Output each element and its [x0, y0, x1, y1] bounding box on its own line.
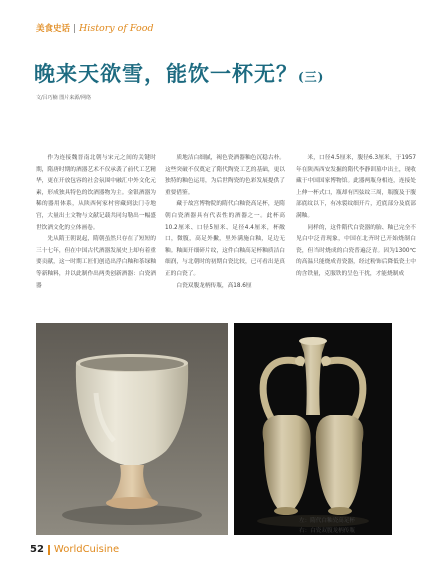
paragraph: 先从隋王朝说起，隋朝虽然只存在了短短的三十七年，但在中国古代酒器发展史上却有着重要贡献，这一时期工匠们创造出浮白釉和茶绿釉等新釉料，并以此制作出两类创新酒器：白瓷酒器 [36, 236, 156, 289]
article-title [34, 58, 324, 88]
footer-divider [48, 545, 50, 555]
caption-right: 右：白瓷双腹龙柄传瓶 [299, 528, 355, 534]
body-column-1 [36, 153, 156, 318]
paragraph: 白瓷双腹龙柄传瓶，高18.6厘 [176, 282, 252, 289]
section-title-en: History of Food [79, 22, 154, 34]
article-title-part: (三) [298, 70, 325, 84]
body-column-2 [165, 153, 285, 318]
body-column-3 [296, 153, 416, 318]
paragraph: 藏于故宫博物院的隋代白釉瓷高足杯，是隋朝白瓷酒器具有代表性的酒器之一。此杯高10.2厘米、口径5厘米、足径4.4厘米，杯敞口，微腹，高足外撇，里外满施白釉，足边无釉。釉面开细碎片纹，这件白釉高足杯釉质洁白细润，与北朝时的初期白瓷比较，已可看出是真正的白瓷了。 [165, 201, 285, 277]
photo-high-foot-cup [36, 323, 228, 535]
photo-double-body-dragon-vase [234, 323, 392, 535]
page-number: 52 [30, 544, 44, 555]
magazine-name: WorldCuisine [53, 544, 120, 555]
section-divider [74, 24, 75, 33]
body-columns [0, 153, 427, 318]
double-dragon-vase-illustration [234, 323, 392, 535]
byline: 文/吕巧楠 图片来源/网络 [36, 95, 91, 101]
high-foot-cup-illustration [36, 323, 228, 535]
caption-left: 左：隋代白釉瓷高足杯 [299, 518, 355, 524]
paragraph: 同样的，这件隋代白瓷器的胎、釉已完全不见白中泛青现象，中国在北齐时已开始烧制白瓷，但当时烧成的白瓷普遍泛青。因为1300℃的高温只能烧成青瓷器，经过粉饰后降低瓷土中的含铁量，克服铁的呈色干扰，才能烧制成 [296, 224, 416, 277]
paragraph: 质地洁白细腻，褐色瓷酒器釉色沉稳古朴。这些突破不仅奠定了隋代陶瓷工艺的基础，更以独特的釉色运用，为后世陶瓷的色彩发展提供了重要借鉴。 [165, 155, 285, 196]
article-title-main: 晚来天欲雪，能饮一杯无？ [34, 61, 298, 86]
section-header [36, 22, 154, 34]
section-title-cn: 美食史话 [36, 24, 71, 34]
photo-caption [299, 516, 355, 536]
paragraph: 米，口径4.5厘米，腹径6.3厘米，于1957年在陕西西安发掘的隋代李静训墓中出土，现收藏于中国国家博物馆。此器两瓶身相连，连接处上伸一杯式口，瓶却有凹弦纹三周，瓶腹及于腹部底纹以下，有冰裂纹细开片，近底部分及底部满釉。 [296, 155, 416, 219]
paragraph: 作为连接魏晋南北朝与宋元之间的关键时期，隋唐时期的酒器艺术不仅承袭了前代工艺精华，更在开放包容的社会氛围中融汇中外文化元素，形成独具特色的饮酒器物为主。金银酒器为稀的器用体系，从陕西何家村窖藏到法门寺地宫，大量出土文物与文献记载共同勾勒出一幅盛世饮酒文化的立体画卷。 [36, 155, 156, 231]
page-footer [30, 544, 119, 555]
